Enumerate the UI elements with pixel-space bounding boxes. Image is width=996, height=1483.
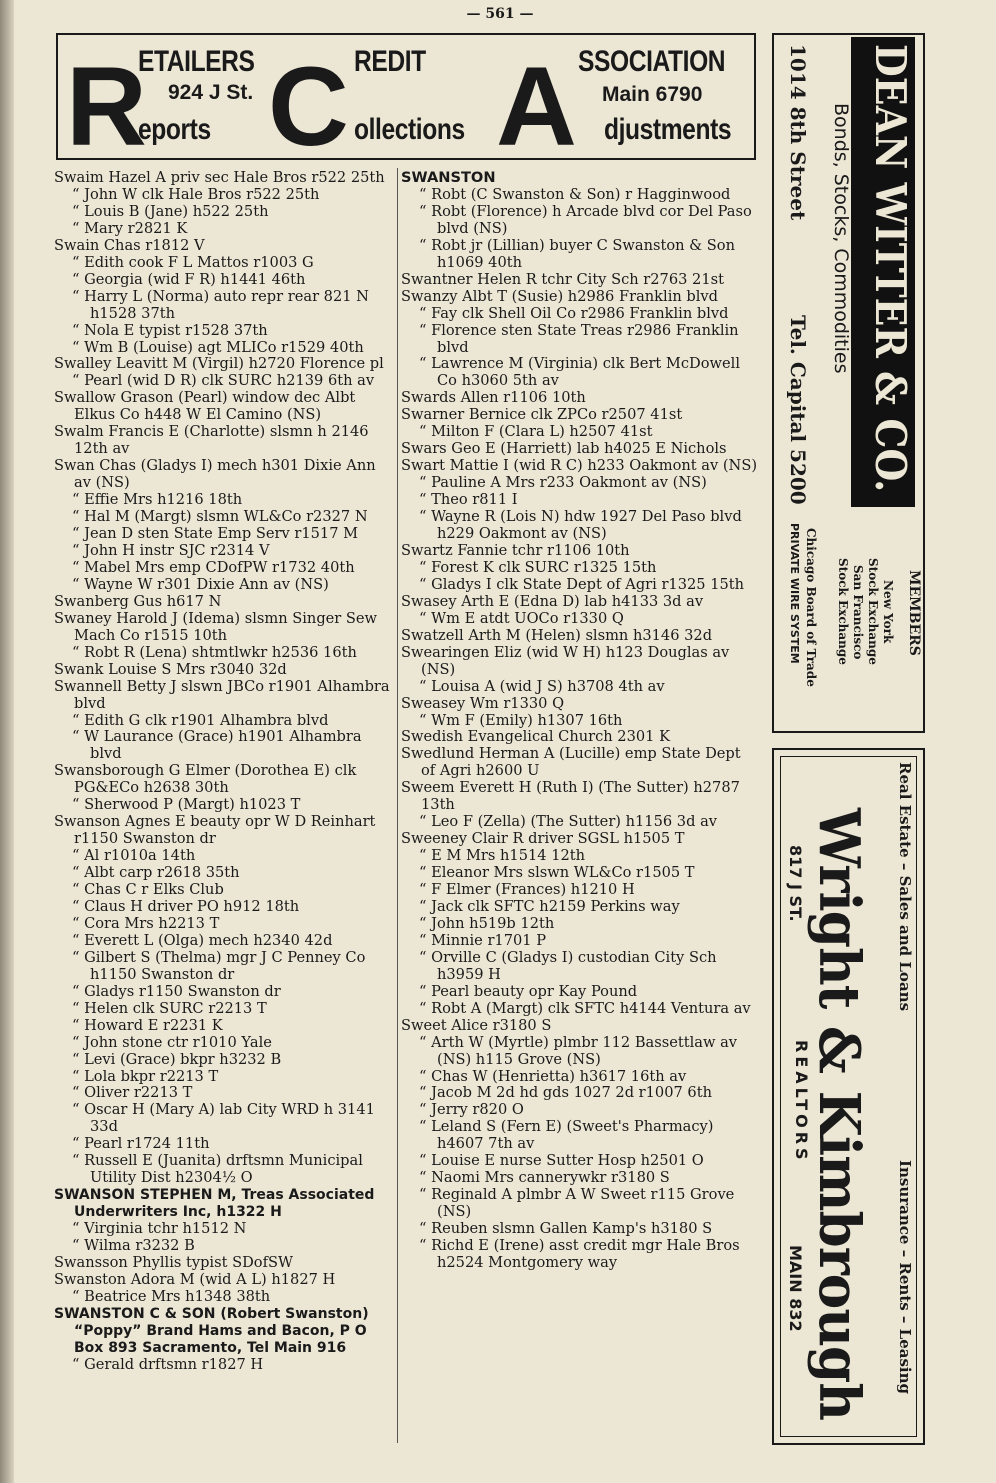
- directory-entry: “ W Laurance (Grace) h1901 Alhambra blvd: [72, 728, 362, 763]
- directory-entry: “ Reginald A plmbr A W Sweet r115 Grove (NS): [419, 1186, 735, 1221]
- directory-entry: “ Pearl r1724 11th: [72, 1135, 210, 1153]
- directory-entry: “ Chas C r Elks Club: [72, 881, 224, 899]
- directory-entry: “ Robt (Florence) h Arcade blvd cor Del Paso blvd (NS): [419, 202, 752, 237]
- directory-entry: “ Louisa A (wid J S) h3708 4th av: [419, 677, 665, 695]
- directory-column-right: [401, 170, 759, 1272]
- directory-entry: Swaney Harold J (Idema) slsmn Singer Sew Mach Co r1515 10th: [54, 609, 378, 644]
- directory-entry: “ Oliver r2213 T: [72, 1084, 193, 1102]
- directory-entry: “ Everett L (Olga) mech h2340 42d: [72, 931, 333, 949]
- directory-entry: “ E M Mrs h1514 12th: [419, 847, 586, 865]
- wright-realtors: REALTORS: [792, 1040, 811, 1164]
- ad-word-eports: eports: [138, 113, 211, 146]
- directory-entry: “ Jerry r820 O: [419, 1101, 524, 1119]
- directory-entry: “ John h519b 12th: [419, 914, 555, 932]
- wright-name: Wright & Kimbrough: [806, 808, 872, 1421]
- directory-entry: “ Georgia (wid F R) h1441 46th: [72, 270, 306, 288]
- directory-entry: “ Al r1010a 14th: [72, 847, 196, 865]
- directory-entry: Swedlund Herman A (Lucille) emp State Dept of Agri h2600 U: [401, 745, 741, 780]
- directory-entry: “ Lawrence M (Virginia) clk Bert McDowell Co h3060 5th av: [419, 355, 740, 390]
- directory-entry: “ Jacob M 2d hd gds 1027 2d r1007 6th: [419, 1084, 712, 1102]
- directory-entry: “ Leland S (Fern E) (Sweet's Pharmacy) h4607 7th av: [419, 1118, 714, 1153]
- directory-entry: Swallow Grason (Pearl) window dec Albt Elkus Co h448 W El Camino (NS): [54, 389, 356, 424]
- directory-entry: “ Gladys r1150 Swanston dr: [72, 982, 281, 1000]
- directory-entry: SWANSTON C & SON (Robert Swanston) “Poppy” Brand Hams and Bacon, P O Box 893 Sacramento, Tel Main 916: [54, 1305, 369, 1356]
- directory-entry: “ Virginia tchr h1512 N: [72, 1220, 247, 1238]
- directory-entry: “ Theo r811 I: [419, 491, 518, 509]
- directory-entry: Swartz Fannie tchr r1106 10th: [401, 541, 630, 559]
- column-heading: SWANSTON: [401, 169, 496, 186]
- directory-entry: Swearingen Eliz (wid W H) h123 Douglas av (NS): [401, 643, 730, 678]
- directory-entry: “ Pearl (wid D R) clk SURC h2139 6th av: [72, 372, 375, 390]
- directory-entry: “ Arth W (Myrtle) plmbr 112 Bassettlaw av (NS) h115 Grove (NS): [419, 1033, 738, 1068]
- directory-entry: “ John W clk Hale Bros r522 25th: [72, 185, 320, 203]
- directory-entry: “ Gilbert S (Thelma) mgr J C Penney Co h1150 Swanston dr: [72, 948, 366, 983]
- directory-column-left: [54, 170, 390, 1374]
- directory-entry: Swain Chas r1812 V: [54, 236, 205, 254]
- directory-entry: “ Helen clk SURC r2213 T: [72, 999, 267, 1017]
- directory-entry: Swasey Arth E (Edna D) lab h4133 3d av: [401, 592, 704, 610]
- directory-entry: “ Howard E r2231 K: [72, 1016, 223, 1034]
- dean-witter-tagline: Bonds, Stocks, Commodities: [830, 103, 852, 374]
- ad-word-djustments: djustments: [604, 113, 732, 146]
- directory-entry: Swansborough G Elmer (Dorothea E) clk PG&ECo h2638 30th: [54, 762, 357, 797]
- wright-phone: MAIN 832: [786, 1245, 805, 1332]
- directory-entry: “ Russell E (Juanita) drftsmn Municipal Utility Dist h2304½ O: [72, 1152, 363, 1187]
- directory-entry: “ Gerald drftsmn r1827 H: [72, 1355, 264, 1373]
- directory-entry: “ Jean D sten State Emp Serv r1517 M: [72, 525, 359, 543]
- directory-entry: Swaim Hazel A priv sec Hale Bros r522 25th: [54, 169, 385, 186]
- directory-entry: “ Wayne R (Lois N) hdw 1927 Del Paso blvd h229 Oakmont av (NS): [419, 508, 742, 543]
- directory-entry: “ Milton F (Clara L) h2507 41st: [419, 423, 653, 441]
- directory-entry: “ Florence sten State Treas r2986 Franklin blvd: [419, 321, 739, 356]
- directory-entry: “ Lola bkpr r2213 T: [72, 1067, 219, 1085]
- directory-entry: “ Harry L (Norma) auto repr rear 821 N h1528 37th: [72, 287, 369, 322]
- directory-entry: Swantner Helen R tchr City Sch r2763 21st: [401, 270, 724, 288]
- page-binding-edge: [0, 0, 14, 1483]
- directory-entry: “ Fay clk Shell Oil Co r2986 Franklin blvd: [419, 304, 729, 322]
- directory-entry: “ Minnie r1701 P: [419, 931, 547, 949]
- directory-entry: Swan Chas (Gladys I) mech h301 Dixie Ann av (NS): [54, 457, 376, 492]
- directory-entry: “ Claus H driver PO h912 18th: [72, 897, 300, 915]
- directory-entry: “ Leo F (Zella) (The Sutter) h1156 3d av: [419, 813, 718, 831]
- directory-entry: “ Mary r2821 K: [72, 219, 188, 237]
- directory-entry: “ Louise E nurse Sutter Hosp h2501 O: [419, 1152, 704, 1170]
- ad-initial-a: A: [496, 44, 577, 169]
- directory-entry: Sweasey Wm r1330 Q: [401, 694, 565, 712]
- retailers-credit-ad: [56, 33, 756, 169]
- directory-entry: “ Robt (C Swanston & Son) r Hagginwood: [419, 185, 731, 203]
- directory-entry: “ Wm F (Emily) h1307 16th: [419, 711, 623, 729]
- directory-entry: Swank Louise S Mrs r3040 32d: [54, 660, 287, 678]
- directory-entry: “ Cora Mrs h2213 T: [72, 914, 220, 932]
- directory-entry: “ Levi (Grace) bkpr h3232 B: [72, 1050, 282, 1068]
- member-item: PRIVATE WIRE SYSTEM: [788, 523, 801, 664]
- ad-initial-r: R: [66, 44, 147, 169]
- directory-entry: “ Wilma r3232 B: [72, 1237, 195, 1255]
- wright-bottom-line: Insurance – Rents – Leasing: [896, 1160, 914, 1395]
- directory-entry: Swanson Agnes E beauty opr W D Reinhart r1150 Swanston dr: [54, 813, 376, 848]
- directory-entry: “ Nola E typist r1528 37th: [72, 321, 268, 339]
- directory-entry: “ Naomi Mrs cannerywkr r3180 S: [419, 1169, 670, 1187]
- directory-entry: Swars Geo E (Harriett) lab h4025 E Nichols: [401, 440, 727, 458]
- directory-entry: Swanzy Albt T (Susie) h2986 Franklin blvd: [401, 287, 718, 305]
- directory-entry: “ Richd E (Irene) asst credit mgr Hale Bros h2524 Montgomery way: [419, 1237, 740, 1271]
- directory-entry: “ Orville C (Gladys I) custodian City Sch h3959 H: [419, 948, 717, 983]
- directory-entry: “ Wayne W r301 Dixie Ann av (NS): [72, 575, 329, 593]
- directory-entry: Swatzell Arth M (Helen) slsmn h3146 32d: [401, 626, 713, 644]
- directory-entry: Swannell Betty J slswn JBCo r1901 Alhambra blvd: [54, 677, 390, 712]
- directory-entry: Swalley Leavitt M (Virgil) h2720 Florence pl: [54, 355, 384, 373]
- directory-entry: “ Robt jr (Lillian) buyer C Swanston & Son h1069 40th: [419, 236, 735, 271]
- ad-word-etailers: ETAILERS: [138, 45, 255, 78]
- directory-entry: Swanston Adora M (wid A L) h1827 H: [54, 1270, 336, 1288]
- directory-entry: “ John stone ctr r1010 Yale: [72, 1033, 272, 1051]
- directory-entry: “ Reuben slsmn Gallen Kamp's h3180 S: [419, 1220, 713, 1238]
- directory-entry: “ Eleanor Mrs slswn WL&Co r1505 T: [419, 864, 695, 882]
- directory-entry: “ Albt carp r2618 35th: [72, 864, 240, 882]
- directory-entry: “ Edith G clk r1901 Alhambra blvd: [72, 711, 329, 729]
- ad-word-ollections: ollections: [354, 113, 465, 146]
- directory-entry: “ Wm E atdt UOCo r1330 Q: [419, 609, 624, 627]
- directory-entry: “ Mabel Mrs emp CDofPW r1732 40th: [72, 558, 355, 576]
- dean-witter-phone: Tel. Capital 5200: [786, 315, 810, 505]
- member-item: Chicago Board of Trade: [804, 528, 818, 687]
- directory-entry: “ F Elmer (Frances) h1210 H: [419, 881, 635, 899]
- directory-entry: “ Oscar H (Mary A) lab City WRD h 3141 33d: [72, 1101, 375, 1136]
- directory-entry: “ Pauline A Mrs r233 Oakmont av (NS): [419, 474, 707, 492]
- directory-entry: “ Robt R (Lena) shtmtlwkr h2536 16th: [72, 643, 357, 661]
- wright-top-line: Real Estate – Sales and Loans: [896, 762, 914, 1012]
- directory-entry: “ Hal M (Margt) slsmn WL&Co r2327 N: [72, 508, 368, 526]
- directory-entry: Swansson Phyllis typist SDofSW: [54, 1254, 293, 1271]
- directory-entry: “ Chas W (Henrietta) h3617 16th av: [419, 1067, 687, 1085]
- directory-entry: “ Effie Mrs h1216 18th: [72, 491, 243, 509]
- directory-entry: Sweem Everett H (Ruth I) (The Sutter) h2787 13th: [401, 779, 740, 814]
- directory-entry: “ Pearl beauty opr Kay Pound: [419, 982, 638, 1000]
- directory-entry: Swards Allen r1106 10th: [401, 389, 586, 407]
- dean-witter-members-heading: MEMBERS: [906, 570, 922, 656]
- directory-entry: “ Jack clk SFTC h2159 Perkins way: [419, 897, 680, 915]
- directory-entry: Swarner Bernice clk ZPCo r2507 41st: [401, 406, 683, 424]
- directory-entry: “ Beatrice Mrs h1348 38th: [72, 1287, 271, 1305]
- directory-entry: “ Wm B (Louise) agt MLICo r1529 40th: [72, 338, 364, 356]
- dean-witter-name: DEAN WITTER & CO.: [866, 44, 915, 493]
- member-item: San Francisco: [851, 565, 865, 660]
- member-item: Stock Exchange: [866, 558, 880, 665]
- directory-entry: Sweet Alice r3180 S: [401, 1016, 552, 1034]
- dean-witter-address: 1014 8th Street: [786, 44, 810, 221]
- ad-word-redit: REDIT: [354, 45, 426, 78]
- directory-entry: Swart Mattie I (wid R C) h233 Oakmont av (NS): [401, 457, 758, 475]
- directory-entry: “ Louis B (Jane) h522 25th: [72, 202, 269, 220]
- page-number: — 561 —: [466, 6, 534, 22]
- column-divider: [397, 168, 398, 1443]
- directory-entry: “ Gladys I clk State Dept of Agri r1325 15th: [419, 575, 745, 593]
- member-item: Stock Exchange: [836, 558, 850, 665]
- member-item: New York: [881, 580, 895, 644]
- directory-entry: SWANSON STEPHEN M, Treas Associated Underwriters Inc, h1322 H: [54, 1187, 375, 1221]
- directory-entry: Swedish Evangelical Church 2301 K: [401, 728, 670, 746]
- ad-word-ssociation: SSOCIATION: [578, 45, 726, 78]
- directory-entry: Sweeney Clair R driver SGSL h1505 T: [401, 830, 685, 848]
- ad-initial-c: C: [268, 44, 349, 169]
- wright-address: 817 J ST.: [786, 845, 805, 922]
- directory-entry: “ Forest K clk SURC r1325 15th: [419, 558, 657, 576]
- directory-entry: “ John H instr SJC r2314 V: [72, 541, 270, 559]
- directory-entry: Swanberg Gus h617 N: [54, 592, 222, 610]
- directory-entry: Swalm Francis E (Charlotte) slsmn h 2146 12th av: [54, 423, 369, 458]
- directory-entry: “ Robt A (Margt) clk SFTC h4144 Ventura av: [419, 999, 751, 1017]
- ad-phone: Main 6790: [602, 83, 703, 106]
- ad-address: 924 J St.: [168, 81, 254, 104]
- directory-entry: “ Edith cook F L Mattos r1003 G: [72, 253, 314, 271]
- directory-entry: “ Sherwood P (Margt) h1023 T: [72, 796, 301, 814]
